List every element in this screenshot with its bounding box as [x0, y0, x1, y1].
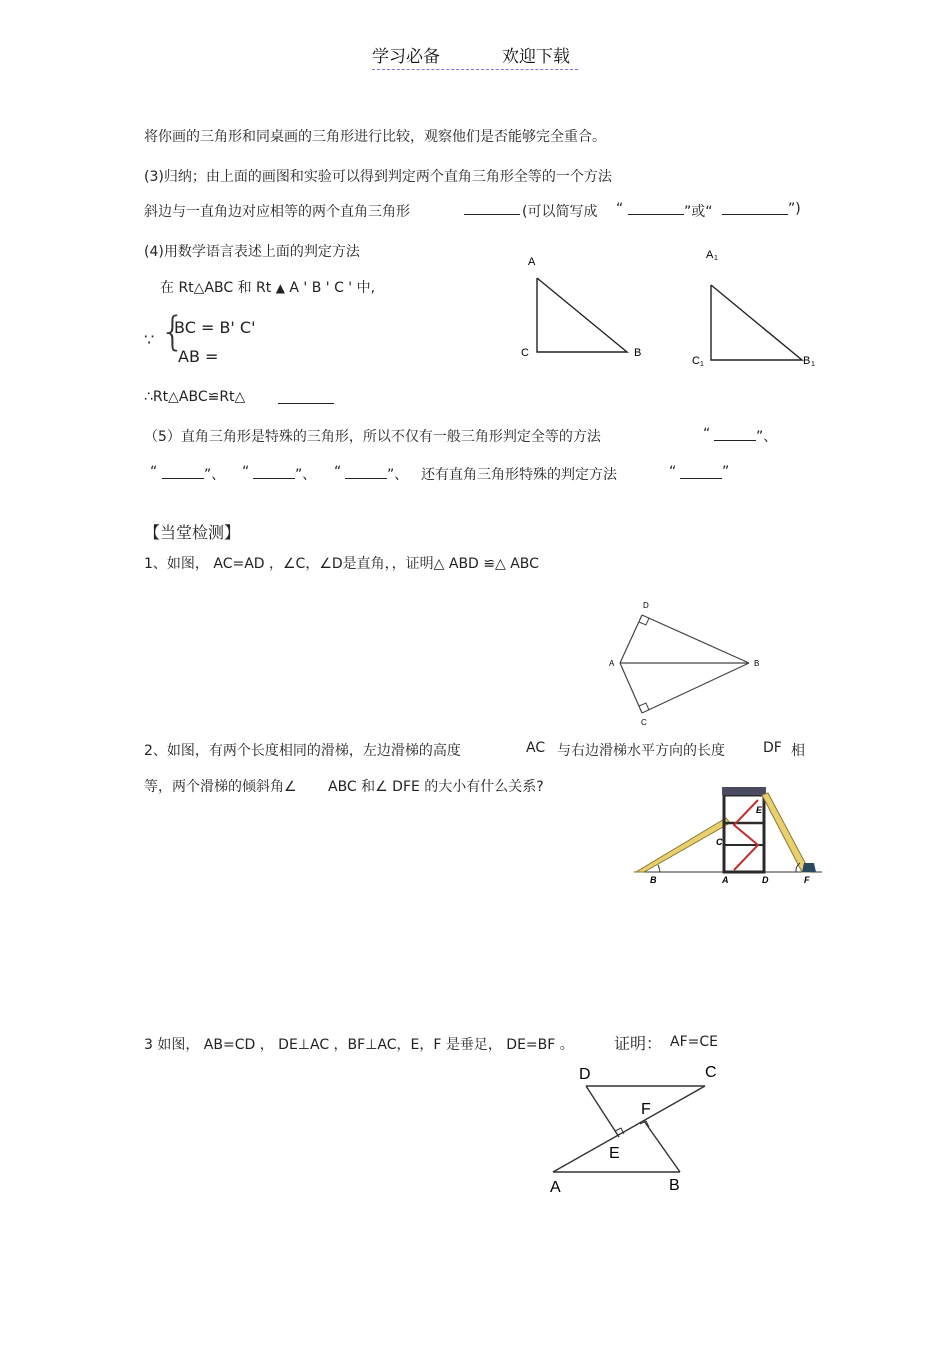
quote-sep: ”、: [387, 467, 409, 483]
label-b: B: [634, 347, 642, 359]
label-e: E: [756, 805, 763, 815]
triangle-abc: [537, 278, 627, 352]
answer-blank[interactable]: [345, 465, 387, 479]
step4-text: (4)用数学语言表述上面的判定方法: [144, 244, 360, 260]
step3-rule: 斜边与一直角边对应相等的两个直角三角形: [144, 204, 410, 220]
quote-open: “: [150, 464, 158, 480]
equation-2: AB =: [178, 347, 219, 366]
quote-sep: ”、: [295, 467, 317, 483]
answer-blank[interactable]: [464, 201, 520, 215]
q2-ac: AC: [526, 740, 546, 756]
q1-figure: [600, 595, 775, 730]
answer-blank[interactable]: [628, 201, 684, 215]
label-a: A: [609, 659, 615, 668]
q2-slide-figure: [632, 775, 827, 890]
equation-1: BC = B' C': [174, 318, 256, 337]
step5-special: 还有直角三角形特殊的判定方法: [421, 467, 617, 483]
label-c: C: [641, 718, 647, 727]
header-right: 欢迎下载: [502, 47, 570, 67]
step4-in-rt: [160, 277, 375, 297]
page-header: [372, 42, 578, 70]
segment-db: [642, 615, 749, 663]
quote-or: ”或“: [684, 204, 713, 220]
therefore-text: ∴Rt△ABC≌Rt△: [144, 389, 246, 405]
quote-close: ”): [788, 201, 801, 217]
step3-abbr-open: (可以简写成: [522, 204, 598, 220]
step4-in-rt-text: 在 Rt△ABC 和 Rt: [160, 280, 272, 296]
step3-rule-line: [144, 201, 410, 221]
q3-text: 3 如图， AB=CD ， DE⊥AC ，BF⊥AC，E，F 是垂足， DE=BF 。: [144, 1037, 574, 1053]
answer-blank[interactable]: [680, 465, 722, 479]
quote-open: “: [242, 464, 250, 480]
therefore-line: [144, 389, 245, 405]
answer-blank[interactable]: [278, 390, 334, 404]
label-a: A: [528, 256, 536, 268]
q2-xiang: 相: [791, 743, 805, 759]
since-symbol: ∵: [144, 330, 155, 349]
tower-top: [722, 787, 766, 795]
segment-bf: [644, 1121, 680, 1172]
label-c: C: [521, 347, 529, 359]
triangle-a1b1c1: [711, 285, 802, 360]
q3-goal: AF=CE: [670, 1034, 718, 1050]
section-title: 【当堂检测】: [144, 523, 241, 542]
label-d: D: [643, 601, 649, 610]
step4-rt2: A ' B ' C ' 中,: [289, 280, 376, 296]
brace-icon: {: [160, 309, 186, 355]
q2-line2b: ABC 和∠ DFE 的大小有什么关系?: [328, 779, 544, 795]
label-a1: A: [706, 249, 714, 261]
quote-open: “: [334, 464, 342, 480]
segment-de: [586, 1086, 619, 1137]
ladder: [734, 800, 758, 870]
quote-open: “: [703, 426, 711, 442]
label-b: B: [650, 875, 657, 885]
label-b: B: [754, 659, 760, 668]
label-f: F: [641, 1101, 651, 1118]
angle-b-icon: [658, 865, 660, 872]
quote-open: “: [616, 201, 624, 217]
quote-sep: ”、: [756, 429, 778, 445]
label-b1-sub: 1: [811, 361, 815, 368]
intro-text: 将你画的三角形和同桌画的三角形进行比较，观察他们是否能够完全重合。: [144, 129, 606, 145]
label-d: D: [579, 1066, 591, 1083]
answer-blank[interactable]: [162, 465, 204, 479]
q2-line2a: 等，两个滑梯的倾斜角∠: [144, 779, 297, 795]
label-e: E: [609, 1145, 620, 1162]
segment-ad: [620, 615, 642, 663]
q2-line1: [144, 740, 461, 760]
answer-blank[interactable]: [722, 201, 788, 215]
quote-open: “: [669, 464, 677, 480]
label-a: A: [550, 1179, 561, 1196]
delta-icon: ▲: [275, 281, 285, 295]
right-slide: [762, 793, 810, 872]
label-a1-sub: 1: [714, 255, 718, 262]
q3-figure: [540, 1058, 730, 1198]
answer-blank[interactable]: [253, 465, 295, 479]
q3-prove: 证明：: [614, 1034, 663, 1053]
q1-text: 1、如图， AC=AD ，∠C，∠D是直角，，证明△ ABD ≌△ ABC: [144, 556, 539, 572]
slide-end: [802, 863, 816, 872]
segment-ac: [620, 663, 642, 713]
label-c: C: [716, 837, 723, 847]
label-f: F: [804, 875, 810, 885]
q2-df: DF: [763, 740, 782, 756]
label-a: A: [722, 875, 729, 885]
quote-close: ”: [722, 464, 730, 480]
triangle-figures: [515, 245, 835, 375]
q2-line1a: 2、如图，有两个长度相同的滑梯，左边滑梯的高度: [144, 743, 461, 759]
label-c1-sub: 1: [700, 361, 704, 368]
label-d: D: [762, 875, 769, 885]
label-c1: C: [692, 355, 700, 367]
quote-sep: ”、: [204, 467, 226, 483]
segment-ac: [553, 1086, 705, 1172]
header-left: 学习必备: [372, 47, 440, 67]
step3-text: (3)归纳；由上面的画图和实验可以得到判定两个直角三角形全等的一个方法: [144, 169, 612, 185]
label-b: B: [669, 1177, 680, 1194]
q3-line: [144, 1034, 574, 1054]
q2-line1b: 与右边滑梯水平方向的长度: [557, 743, 725, 759]
label-b1: B: [803, 355, 811, 367]
step5-text: （5）直角三角形是特殊的三角形，所以不仅有一般三角形判定全等的方法: [144, 429, 601, 445]
label-c: C: [705, 1064, 717, 1081]
answer-blank[interactable]: [714, 427, 756, 441]
segment-cb: [642, 663, 749, 713]
